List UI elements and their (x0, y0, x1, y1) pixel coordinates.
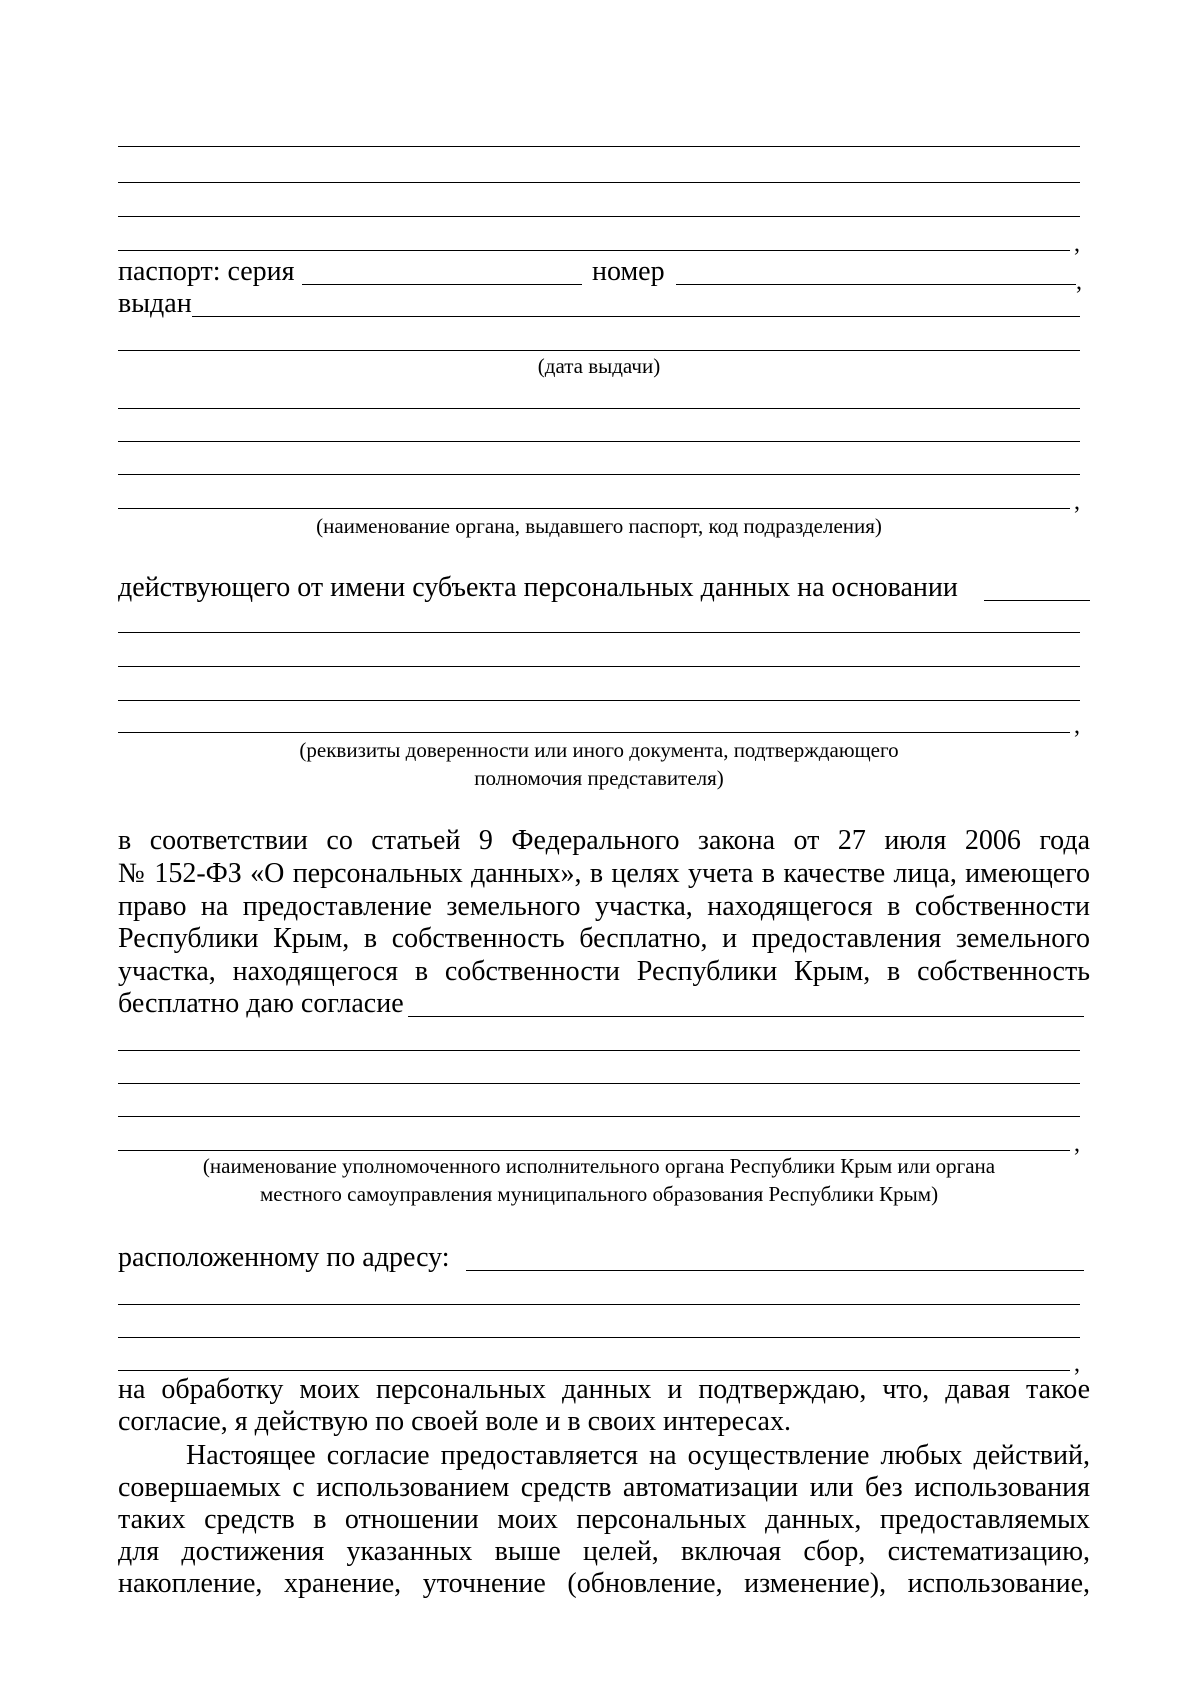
authority-line-2[interactable] (118, 441, 1080, 442)
power-of-attorney-caption-line1: (реквизиты доверенности или иного документа, подтверждающего (299, 738, 899, 762)
issued-by-field[interactable] (192, 316, 1080, 317)
consent-line: № 152-ФЗ «О персональных данных», в целях учета в качестве лица, имеющего (118, 858, 1090, 889)
address-field[interactable] (466, 1270, 1084, 1271)
comma: , (1074, 1351, 1080, 1377)
authority-caption-line2: местного самоуправления муниципального образования Республики Крым) (259, 1182, 939, 1206)
passport-series-field[interactable] (302, 284, 582, 285)
consent-recipient-field[interactable] (408, 1016, 1084, 1017)
power-of-attorney-caption-line2: полномочия представителя) (474, 766, 724, 790)
blank-line-4[interactable] (118, 250, 1070, 251)
basis-line-2[interactable] (118, 666, 1080, 667)
address-label: расположенному по адресу: (118, 1242, 450, 1273)
scope-line: Настоящее согласие предоставляется на осуществление любых действий, (186, 1440, 1090, 1471)
comma: , (1074, 713, 1080, 739)
consent-line: в соответствии со статьей 9 Федерального закона от 27 июля 2006 года (118, 825, 1090, 856)
issue-date-caption: (дата выдачи) (537, 354, 661, 378)
passport-number-field[interactable] (676, 284, 1076, 285)
comma: , (1074, 489, 1080, 515)
basis-field[interactable] (984, 600, 1090, 601)
authority-line-1[interactable] (118, 408, 1080, 409)
comma: , (1074, 1131, 1080, 1157)
issue-date-line[interactable] (118, 350, 1080, 351)
processing-line: на обработку моих персональных данных и подтверждаю, что, давая такое (118, 1374, 1090, 1405)
basis-line-3[interactable] (118, 700, 1080, 701)
authority-caption-line1: (наименование уполномоченного исполнительного органа Республики Крым или органа (202, 1154, 996, 1178)
scope-line: для достижения указанных выше целей, включая сбор, систематизацию, (118, 1536, 1090, 1567)
scope-line: совершаемых с использованием средств автоматизации или без использования (118, 1472, 1090, 1503)
consent-line: бесплатно даю согласие (118, 988, 404, 1019)
comma: , (1076, 269, 1082, 295)
processing-line: согласие, я действую по своей воле и в своих интересах. (118, 1406, 791, 1437)
passport-number-label: номер (592, 256, 665, 287)
recipient-line-3[interactable] (118, 1116, 1080, 1117)
address-line-2[interactable] (118, 1337, 1080, 1338)
consent-line: право на предоставление земельного участка, находящегося в собственности (118, 891, 1090, 922)
address-line-1[interactable] (118, 1304, 1080, 1305)
authority-line-3[interactable] (118, 474, 1080, 475)
acting-on-behalf-text: действующего от имени субъекта персональных данных на основании (118, 572, 958, 603)
consent-line: Республики Крым, в собственность бесплатно, и предоставления земельного (118, 923, 1090, 954)
consent-line: участка, находящегося в собственности Республики Крым, в собственность (118, 956, 1090, 987)
passport-series-label: паспорт: серия (118, 256, 295, 287)
recipient-line-2[interactable] (118, 1083, 1080, 1084)
comma: , (1074, 231, 1080, 257)
basis-line-4[interactable] (118, 732, 1070, 733)
issuing-authority-caption: (наименование органа, выдавшего паспорт, код подразделения) (316, 514, 882, 538)
address-line-3[interactable] (118, 1370, 1070, 1371)
recipient-line-1[interactable] (118, 1050, 1080, 1051)
scope-line: таких средств в отношении моих персональных данных, предоставляемых (118, 1504, 1090, 1535)
scope-line: накопление, хранение, уточнение (обновление, изменение), использование, (118, 1568, 1090, 1599)
blank-line-1[interactable] (118, 146, 1080, 147)
basis-line-1[interactable] (118, 632, 1080, 633)
blank-line-2[interactable] (118, 182, 1080, 183)
authority-line-4[interactable] (118, 508, 1070, 509)
issued-label: выдан (118, 288, 192, 319)
recipient-line-4[interactable] (118, 1150, 1070, 1151)
blank-line-3[interactable] (118, 216, 1080, 217)
